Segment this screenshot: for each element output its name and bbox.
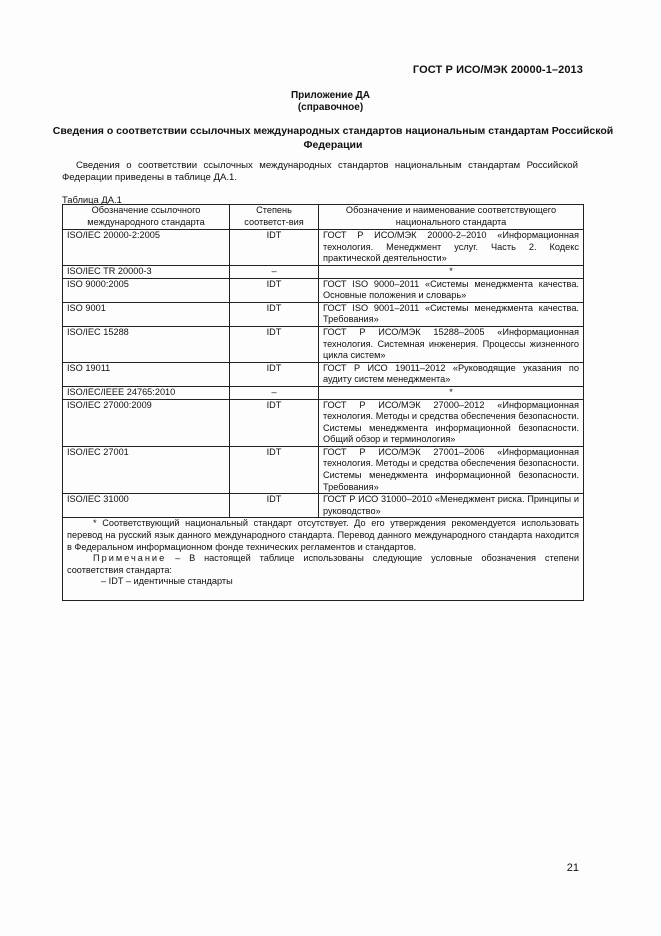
row-ref: ISO 9001 bbox=[63, 302, 230, 326]
row-degree: IDT bbox=[230, 399, 319, 446]
row-ref: ISO/IEC TR 20000-3 bbox=[63, 265, 230, 278]
note-item-idt: – IDT – идентичные стандарты bbox=[101, 576, 233, 587]
row-national: ГОСТ Р ИСО/МЭК 27001–2006 «Информационная технология. Методы и средства обеспечения безопасности. Системы менеджмента информационной безопасности. Требования» bbox=[319, 446, 584, 493]
row-national: ГОСТ Р ИСО 19011–2012 «Руководящие указания по аудиту систем менеджмента» bbox=[319, 362, 584, 386]
table-footnote: * Соответствующий национальный стандарт отсутствует. До его утверждения рекомендуется использовать перевод на русский язык данного международного стандарта. Перевод данного международного стандарта находится в Федеральном информационном фонде технических регламентов и стандартов. bbox=[67, 518, 579, 552]
row-ref: ISO/IEC 20000-2:2005 bbox=[63, 230, 230, 266]
row-ref: ISO 9000:2005 bbox=[63, 278, 230, 302]
table-row bbox=[63, 265, 584, 278]
row-national: ГОСТ ISO 9000–2011 «Системы менеджмента качества. Основные положения и словарь» bbox=[319, 278, 584, 302]
row-ref: ISO/IEC 27001 bbox=[63, 446, 230, 493]
section-title: Сведения о соответствии ссылочных международных стандартов национальным стандартам Российской Федерации bbox=[52, 125, 614, 151]
table-label: Таблица ДА.1 bbox=[62, 194, 122, 205]
header-national-standard: Обозначение и наименование соответствующего национального стандарта bbox=[319, 205, 584, 230]
row-degree: IDT bbox=[230, 230, 319, 266]
table-footer bbox=[63, 518, 584, 601]
row-national: ГОСТ ISO 9001–2011 «Системы менеджмента качества. Требования» bbox=[319, 302, 584, 326]
table-row bbox=[63, 446, 584, 493]
table-row bbox=[63, 386, 584, 399]
header-ref-standard: Обозначение ссылочного международного стандарта bbox=[63, 205, 230, 230]
row-degree: – bbox=[230, 386, 319, 399]
table-header-row bbox=[63, 205, 584, 230]
table-row bbox=[63, 278, 584, 302]
standard-code: ГОСТ Р ИСО/МЭК 20000-1–2013 bbox=[412, 64, 583, 76]
row-national: * bbox=[319, 386, 584, 399]
annex-heading bbox=[0, 90, 661, 114]
row-degree: IDT bbox=[230, 326, 319, 362]
row-ref: ISO/IEC 15288 bbox=[63, 326, 230, 362]
row-ref: ISO/IEC 31000 bbox=[63, 494, 230, 518]
row-national: ГОСТ Р ИСО/МЭК 20000-2–2010 «Информационная технология. Менеджмент услуг. Часть 2. Кодекс практической деятельности» bbox=[319, 230, 584, 266]
row-degree: IDT bbox=[230, 362, 319, 386]
correspondence-table bbox=[62, 204, 584, 601]
row-ref: ISO 19011 bbox=[63, 362, 230, 386]
annex-title: Приложение ДА bbox=[290, 90, 371, 101]
table-row bbox=[63, 230, 584, 266]
note-text: – В настоящей таблице использованы следующие условные обозначения степени соответствия стандарта: bbox=[67, 553, 579, 575]
row-degree: IDT bbox=[230, 278, 319, 302]
intro-paragraph: Сведения о соответствии ссылочных международных стандартов национальным стандартам Российской Федерации приведены в таблице ДА.1. bbox=[62, 160, 578, 183]
row-ref: ISO/IEC 27000:2009 bbox=[63, 399, 230, 446]
header-degree: Степень соответст-вия bbox=[230, 205, 319, 230]
row-degree: IDT bbox=[230, 446, 319, 493]
table-note bbox=[67, 553, 579, 576]
row-national: ГОСТ Р ИСО/МЭК 15288–2005 «Информационная технология. Системная инженерия. Процессы жизненного цикла систем» bbox=[319, 326, 584, 362]
row-national: ГОСТ Р ИСО 31000–2010 «Менеджмент риска. Принципы и руководство» bbox=[319, 494, 584, 518]
table-footer-row bbox=[63, 518, 584, 601]
row-ref: ISO/IEC/IEEE 24765:2010 bbox=[63, 386, 230, 399]
row-national: ГОСТ Р ИСО/МЭК 27000–2012 «Информационная технология. Методы и средства обеспечения безопасности. Системы менеджмента информационной безопасности. Общий обзор и терминология» bbox=[319, 399, 584, 446]
table-row bbox=[63, 494, 584, 518]
row-degree: IDT bbox=[230, 494, 319, 518]
row-degree: IDT bbox=[230, 302, 319, 326]
annex-subtitle: (справочное) bbox=[297, 102, 364, 113]
table-row bbox=[63, 302, 584, 326]
row-degree: – bbox=[230, 265, 319, 278]
table-row bbox=[63, 399, 584, 446]
note-label: Примечание bbox=[93, 553, 167, 564]
table-row bbox=[63, 326, 584, 362]
row-national: * bbox=[319, 265, 584, 278]
table-row bbox=[63, 362, 584, 386]
page-number: 21 bbox=[566, 862, 579, 874]
